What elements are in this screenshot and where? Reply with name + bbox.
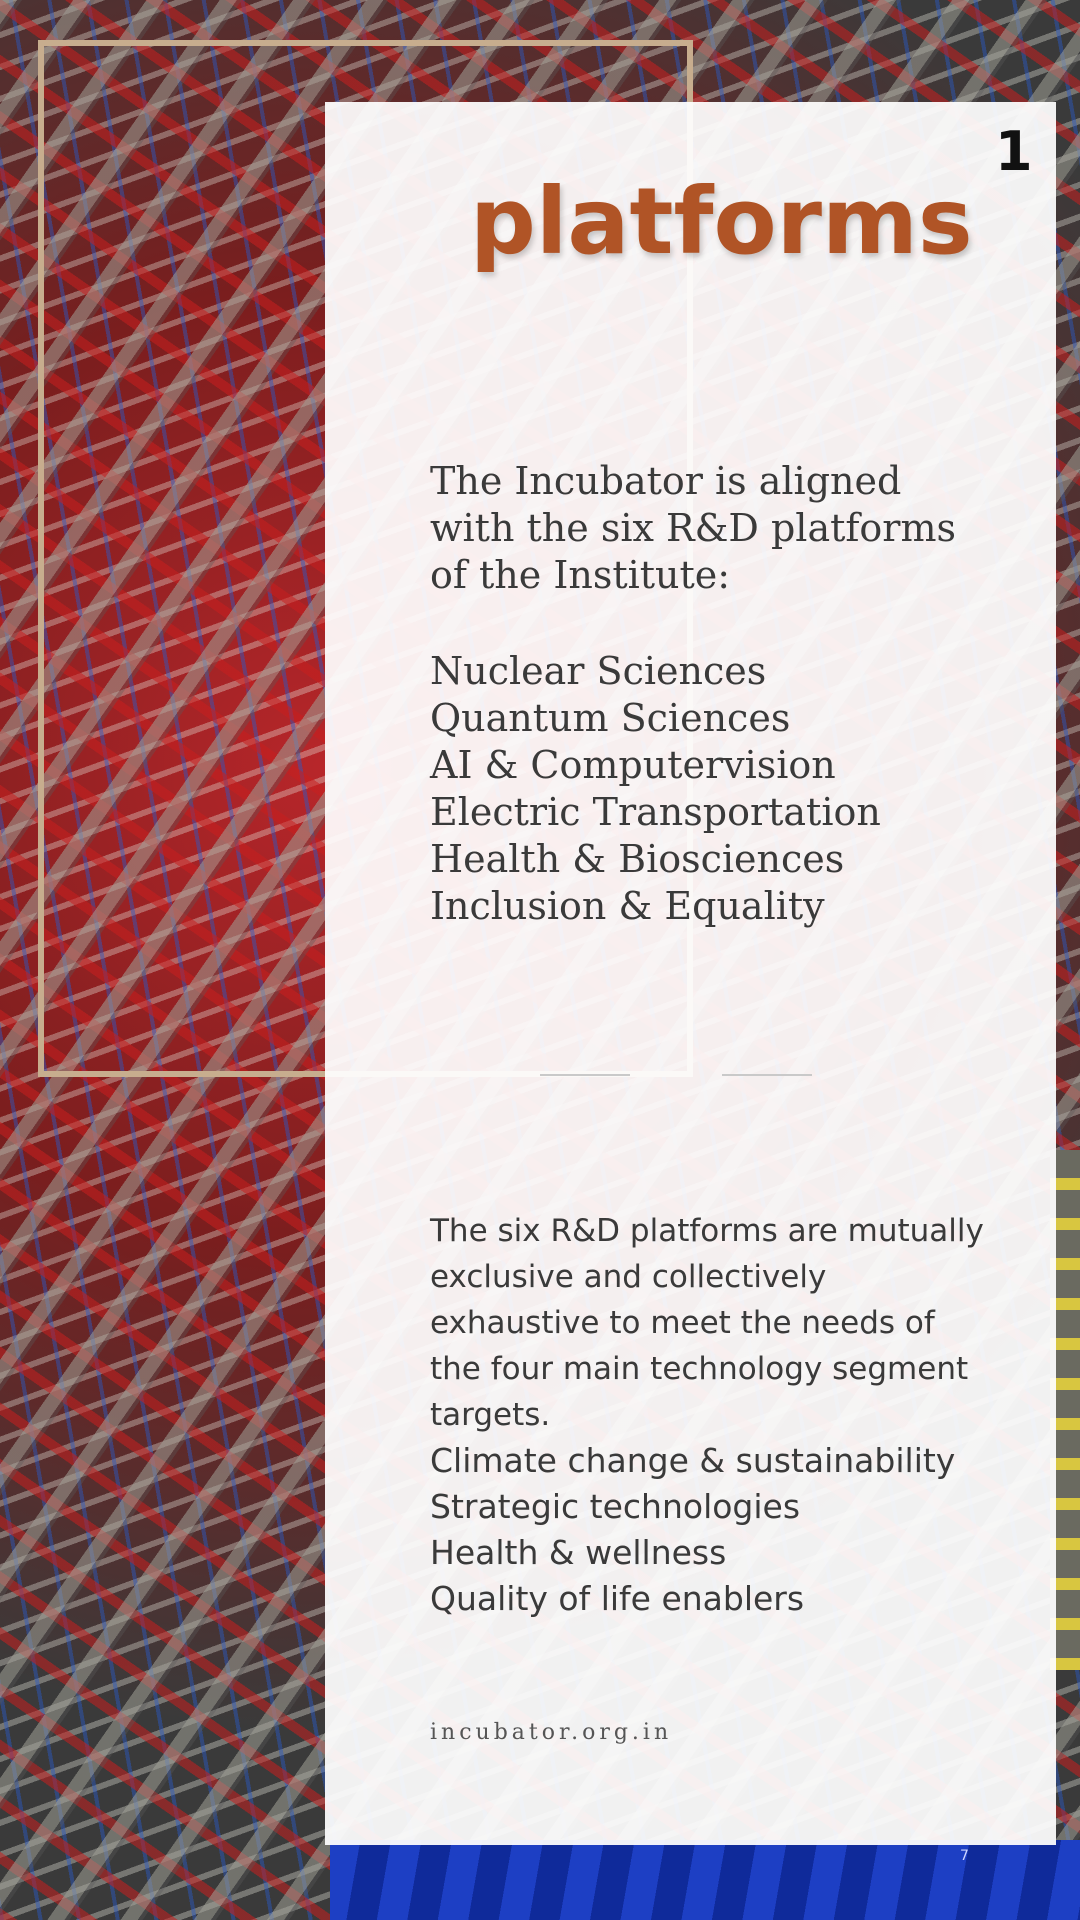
segment-list	[430, 1438, 990, 1622]
list-item: Health & wellness	[430, 1533, 727, 1572]
divider-line-right	[722, 1074, 812, 1076]
page-number: 1	[995, 120, 1033, 183]
intro-text: The Incubator is aligned with the six R&D platforms of the Institute:	[430, 459, 957, 597]
list-item: AI & Computervision	[430, 743, 836, 787]
section-divider	[540, 1065, 812, 1085]
website-link[interactable]: incubator.org.in	[430, 1720, 673, 1745]
list-item: Quality of life enablers	[430, 1579, 805, 1618]
list-item: Climate change & sustainability	[430, 1441, 956, 1480]
list-item: Strategic technologies	[430, 1487, 801, 1526]
list-item: Nuclear Sciences	[430, 649, 767, 693]
page-title: platforms	[470, 168, 973, 275]
platform-list	[430, 648, 990, 930]
list-item: Electric Transportation	[430, 790, 881, 834]
divider-line-left	[540, 1074, 630, 1076]
segments-intro-text: The six R&D platforms are mutually exclusive and collectively exhaustive to meet the needs of the four main technology segment targets.	[430, 1213, 984, 1433]
list-item: Inclusion & Equality	[430, 884, 825, 928]
list-item: Health & Biosciences	[430, 837, 845, 881]
footer-page-number: 7	[960, 1848, 969, 1864]
list-item: Quantum Sciences	[430, 696, 791, 740]
